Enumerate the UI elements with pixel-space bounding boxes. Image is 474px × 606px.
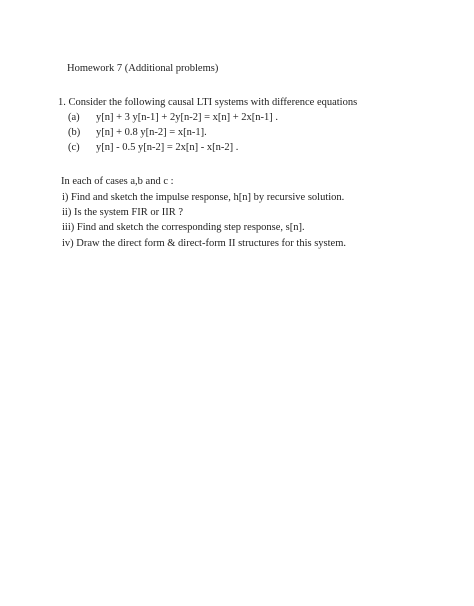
document-title: Homework 7 (Additional problems) — [67, 63, 219, 74]
case-c-label: (c) — [68, 142, 80, 153]
question-2: ii) Is the system FIR or IIR ? — [62, 207, 184, 218]
question-4: iv) Draw the direct form & direct-form II structures for this system. — [62, 238, 346, 249]
case-b-label: (b) — [68, 127, 81, 138]
case-b-equation: y[n] + 0.8 y[n-2] = x[n-1]. — [96, 127, 207, 138]
case-a-label: (a) — [68, 112, 80, 123]
case-a-equation: y[n] + 3 y[n-1] + 2y[n-2] = x[n] + 2x[n-1] . — [96, 112, 279, 123]
case-c-equation: y[n] - 0.5 y[n-2] = 2x[n] - x[n-2] . — [96, 142, 239, 153]
question-3: iii) Find and sketch the corresponding step response, s[n]. — [62, 222, 305, 233]
questions-intro: In each of cases a,b and c : — [61, 176, 174, 187]
problem-statement: 1. Consider the following causal LTI systems with difference equations — [58, 97, 358, 108]
question-1: i) Find and sketch the impulse response, h[n] by recursive solution. — [62, 192, 345, 203]
